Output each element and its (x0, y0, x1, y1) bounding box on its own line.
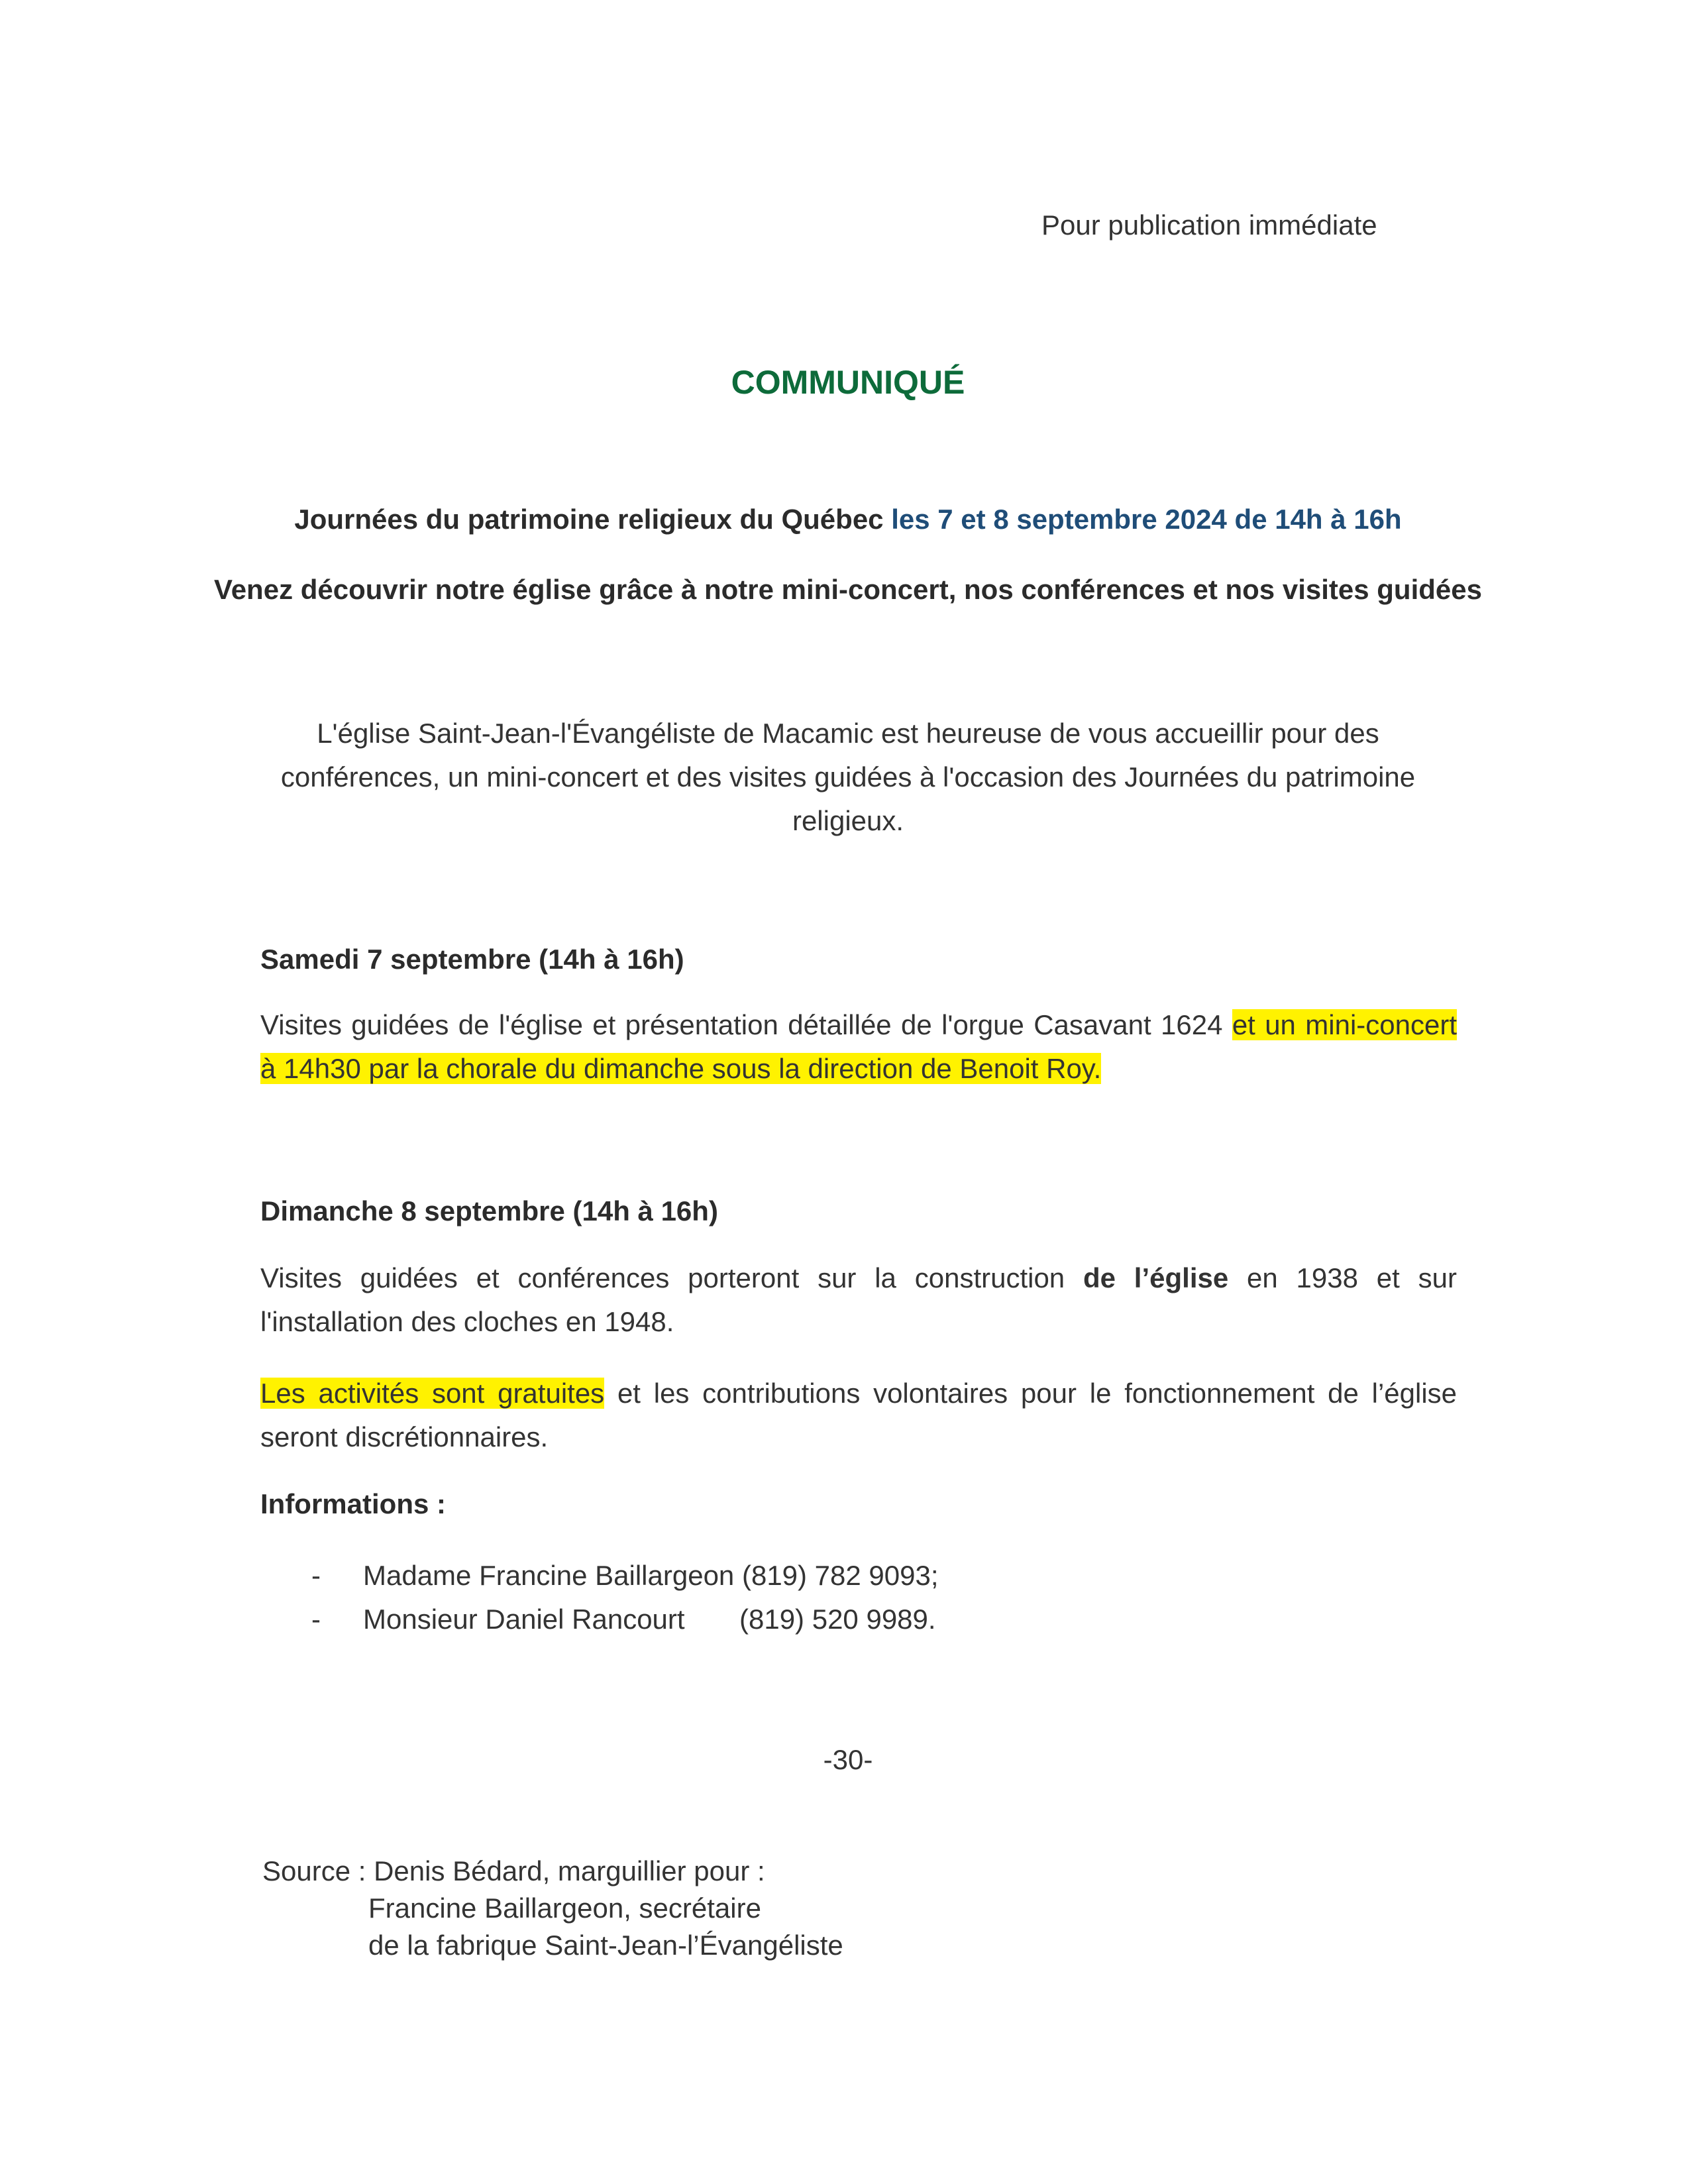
sunday-text-bold: de l’église (1083, 1262, 1229, 1293)
sunday-heading: Dimanche 8 septembre (14h à 16h) (260, 1195, 718, 1227)
contact-phone: (819) 520 9989. (739, 1604, 936, 1635)
list-bullet: - (311, 1560, 321, 1591)
source-line-2: Francine Baillargeon, secrétaire (368, 1892, 761, 1924)
publication-note: Pour publication immédiate (1041, 209, 1377, 241)
informations-heading: Informations : (260, 1488, 446, 1519)
saturday-highlight: et un mini-concert à 14h30 par la chorale du dimanche sous la direction de Benoit Roy. (260, 1009, 1457, 1084)
event-dates: les 7 et 8 septembre 2024 de 14h à 16h (891, 504, 1402, 535)
sunday-paragraph (260, 1256, 1457, 1344)
page-title: COMMUNIQUÉ (731, 364, 965, 401)
activities-text: et les contributions volontaires pour le fonctionnement de l’église seront discrétionnaires. (260, 1378, 1458, 1452)
saturday-text: Visites guidées de l'église et présentation détaillée de l'orgue Casavant 1624 (260, 1009, 1223, 1040)
intro-paragraph: L'église Saint-Jean-l'Évangéliste de Macamic est heureuse de vous accueillir pour des conférences, un mini-concert et des visites guidées à l'occasion des Journées du patrimoine religieux. (280, 718, 1416, 836)
event-headline (0, 504, 1696, 535)
activities-highlight: Les activités sont gratuites (260, 1378, 605, 1409)
activities-paragraph (260, 1372, 1457, 1459)
sunday-text-after: en 1938 et sur l'installation des cloches en 1948. (260, 1262, 1457, 1337)
contact-name: Madame Francine Baillargeon (819) 782 9093; (363, 1560, 939, 1591)
contact-name: Monsieur Daniel Rancourt (363, 1604, 685, 1635)
saturday-paragraph (260, 1003, 1457, 1091)
saturday-heading: Samedi 7 septembre (14h à 16h) (260, 944, 684, 975)
source-line-3: de la fabrique Saint-Jean-l’Évangéliste (368, 1930, 843, 1961)
source-line-1: Source : Denis Bédard, marguillier pour : (262, 1855, 765, 1886)
event-invitation: Venez découvrir notre église grâce à notre mini-concert, nos conférences et nos visites guidées (214, 574, 1482, 605)
event-name: Journées du patrimoine religieux du Québec (294, 504, 884, 535)
end-mark: -30- (823, 1744, 873, 1775)
source-label: Source : (262, 1855, 366, 1886)
list-bullet: - (311, 1604, 321, 1635)
sunday-text-before: Visites guidées et conférences porteront sur la construction (260, 1262, 1065, 1293)
